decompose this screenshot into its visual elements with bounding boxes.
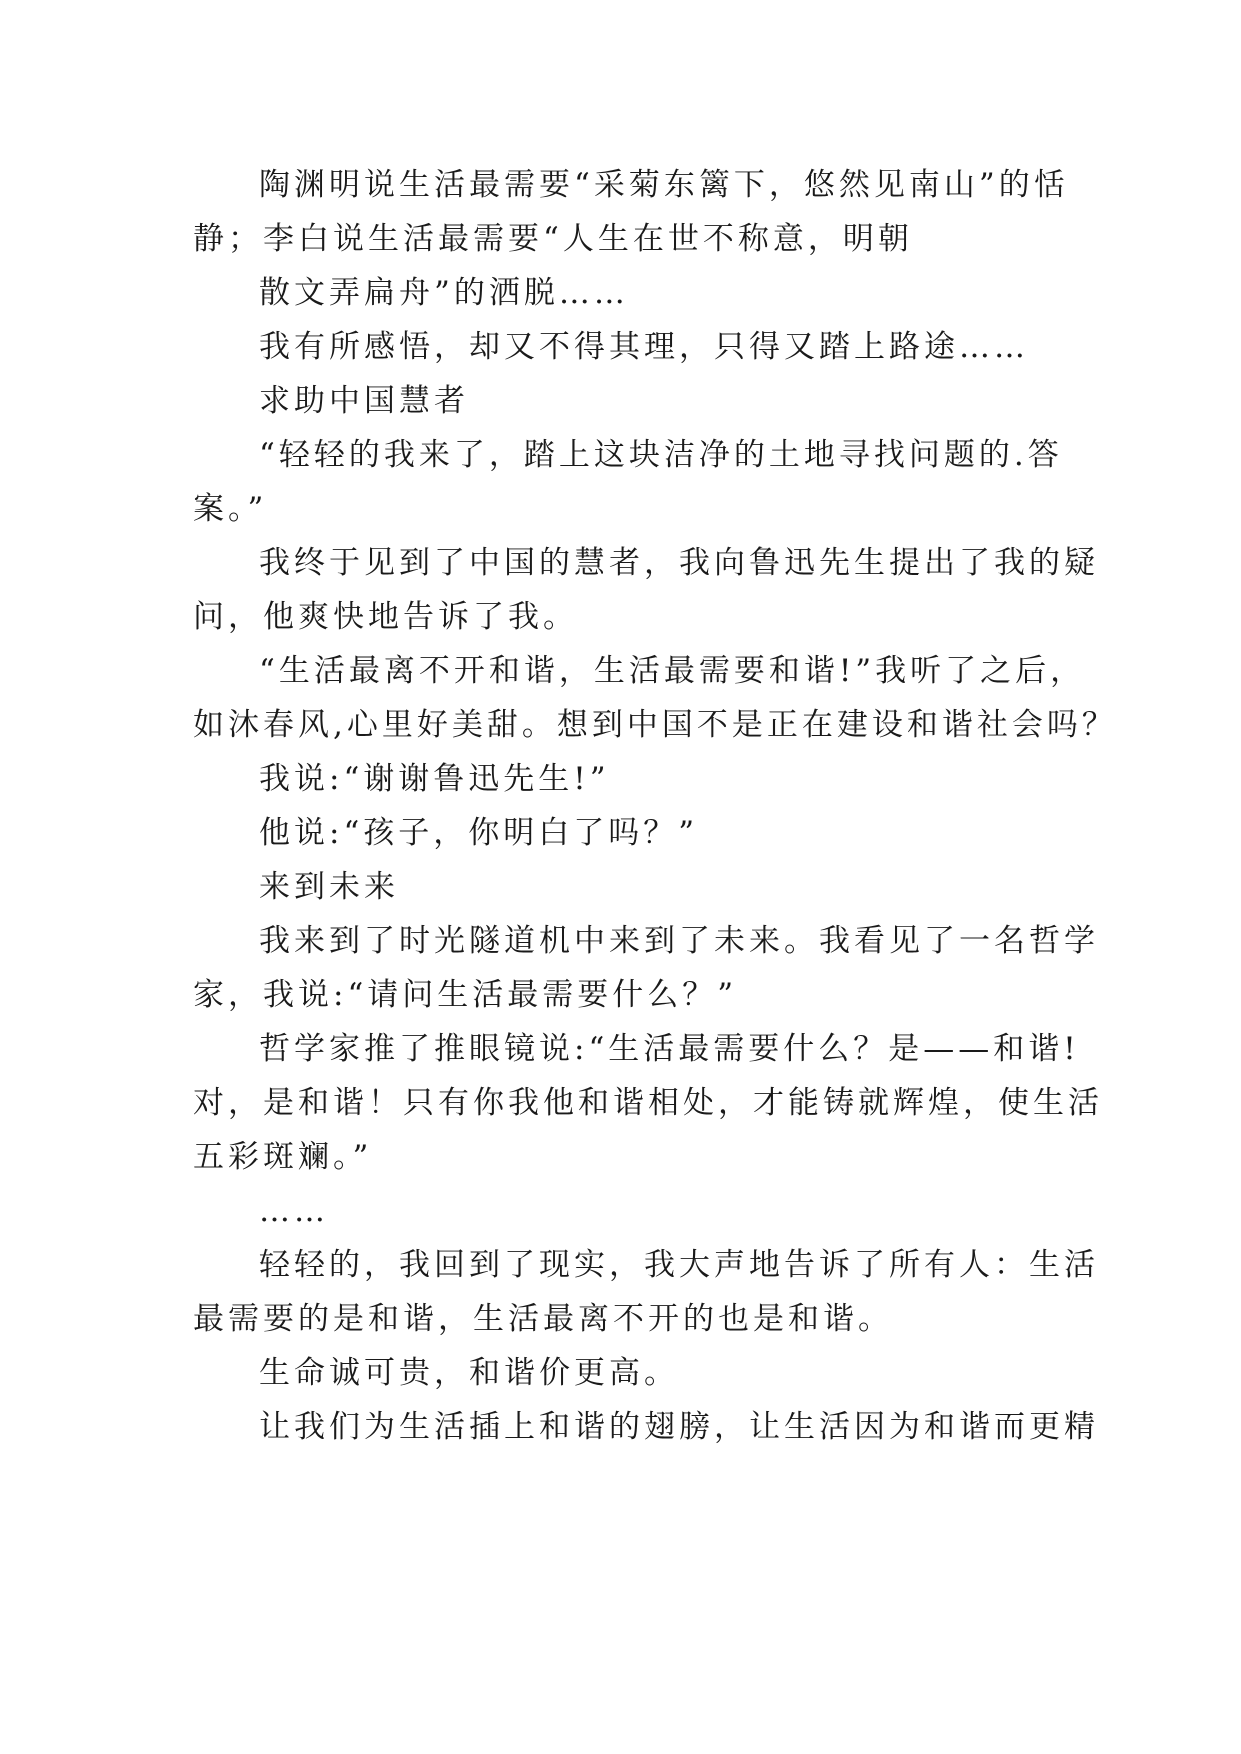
- paragraph: [193, 1184, 1073, 1238]
- text-line: 求助中国慧者: [259, 383, 469, 419]
- paragraph: [193, 860, 1073, 914]
- text-line: 家，我说:“请问生活最需要什么？”: [193, 977, 738, 1013]
- text-line: 来到未来: [259, 869, 399, 905]
- text-line: 让我们为生活插上和谐的翅膀，让生活因为和谐而更精: [259, 1409, 1099, 1445]
- text-line: 他说:“孩子，你明白了吗？”: [259, 815, 699, 851]
- text-line: “生活最离不开和谐，生活最需要和谐!”我听了之后，: [259, 653, 1086, 689]
- paragraph: [193, 1400, 1099, 1454]
- paragraph: [193, 914, 1099, 1022]
- text-line: 轻轻的，我回到了现实，我大声地告诉了所有人：生活: [259, 1247, 1099, 1283]
- paragraph: [193, 266, 1073, 320]
- text-line: 我有所感悟，却又不得其理，只得又踏上路途……: [259, 329, 1029, 365]
- paragraph: [193, 374, 1073, 428]
- text-line: 陶渊明说生活最需要“采菊东篱下，悠然见南山”的恬: [259, 167, 1069, 203]
- paragraph: [193, 644, 1117, 752]
- text-line: 我终于见到了中国的慧者，我向鲁迅先生提出了我的疑: [259, 545, 1099, 581]
- text-line: 五彩斑斓。”: [193, 1139, 373, 1175]
- text-line: 问，他爽快地告诉了我。: [193, 599, 578, 635]
- text-line: 生命诚可贵，和谐价更高。: [259, 1355, 679, 1391]
- text-line: 我说:“谢谢鲁迅先生!”: [259, 761, 610, 797]
- paragraph: [193, 752, 1073, 806]
- text-line: 对，是和谐！只有你我他和谐相处，才能铸就辉煌，使生活: [193, 1085, 1103, 1121]
- paragraph: [193, 158, 1073, 266]
- paragraph: [193, 806, 1073, 860]
- text-line: 静；李白说生活最需要“人生在世不称意，明朝: [193, 221, 913, 257]
- paragraph: [193, 1022, 1103, 1184]
- text-line: 哲学家推了推眼镜说:“生活最需要什么？是——和谐!: [259, 1031, 1080, 1067]
- paragraph: [193, 536, 1099, 644]
- text-line: 我来到了时光隧道机中来到了未来。我看见了一名哲学: [259, 923, 1099, 959]
- paragraph: [193, 1238, 1099, 1346]
- text-line: 如沐春风,心里好美甜。想到中国不是正在建设和谐社会吗？: [193, 707, 1117, 743]
- text-line: 最需要的是和谐，生活最离不开的也是和谐。: [193, 1301, 893, 1337]
- text-line: “轻轻的我来了，踏上这块洁净的土地寻找问题的.答: [259, 437, 1063, 473]
- paragraph: [193, 320, 1073, 374]
- paragraph: [193, 1346, 1073, 1400]
- paragraph: [193, 428, 1073, 536]
- text-line: ……: [259, 1193, 329, 1229]
- text-line: 案。”: [193, 491, 268, 527]
- text-line: 散文弄扁舟”的洒脱……: [259, 275, 629, 311]
- document-body: [193, 158, 1117, 1454]
